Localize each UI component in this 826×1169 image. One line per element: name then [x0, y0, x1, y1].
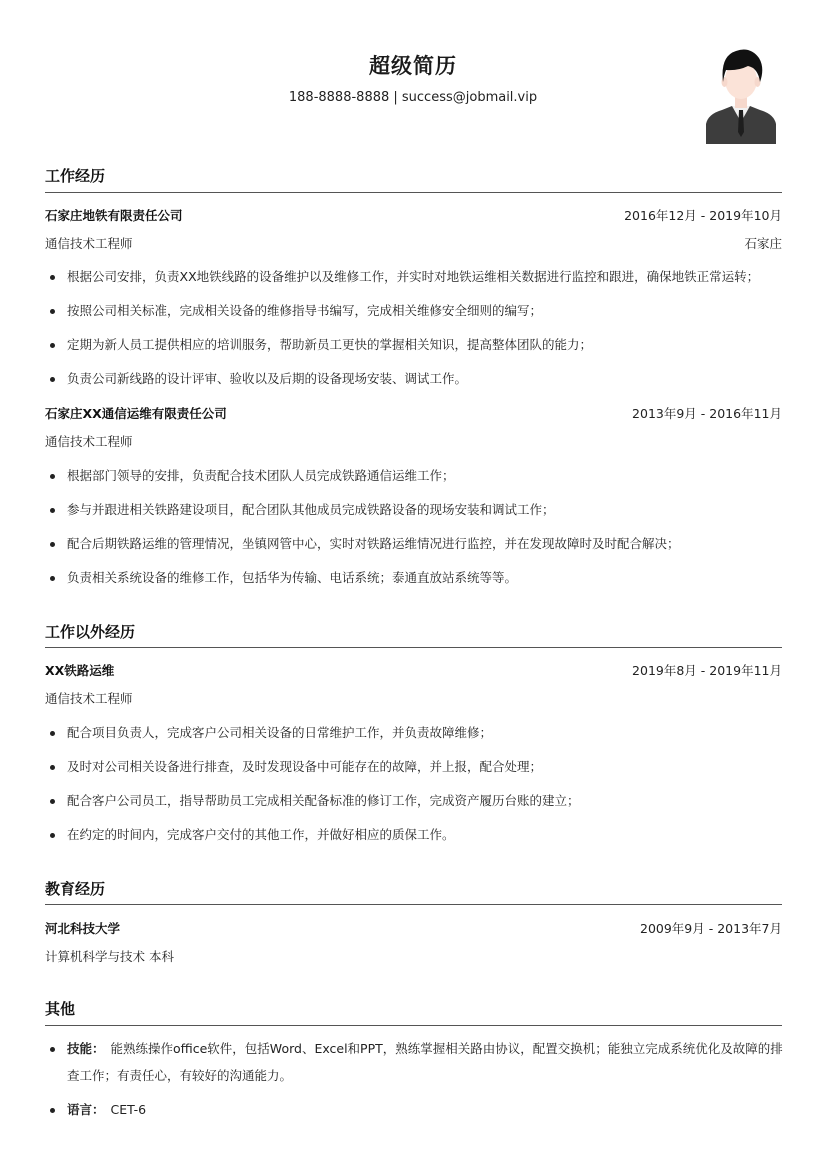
organization-name: XX铁路运维	[45, 663, 115, 678]
section-divider	[45, 647, 782, 648]
other-list	[45, 1035, 787, 1123]
education-entry-1-major-row	[45, 946, 782, 966]
extra-entry-1-bullets	[45, 723, 785, 859]
language-text: CET-6	[110, 1102, 147, 1117]
education-entry-1-header	[45, 918, 782, 938]
skills-item	[45, 1035, 787, 1089]
list-item: 负责相关系统设备的维修工作，包括华为传输、电话系统；泰通直放站系统等等。	[45, 568, 785, 602]
language-label: 语言：	[67, 1102, 105, 1117]
extra-entry-1-role-row	[45, 688, 782, 708]
school-name: 河北科技大学	[45, 921, 121, 936]
language-item	[45, 1096, 787, 1123]
resume-name: 超级简历	[369, 54, 457, 78]
date-range: 2013年9月 - 2016年11月	[632, 406, 782, 421]
date-range: 2009年9月 - 2013年7月	[640, 921, 782, 936]
list-item: 按照公司相关标准，完成相关设备的维修指导书编写，完成相关维修安全细则的编写；	[45, 301, 785, 335]
job-title: 通信技术工程师	[45, 434, 133, 449]
work-entry-1-role-row	[45, 233, 782, 253]
list-item: 在约定的时间内，完成客户交付的其他工作，并做好相应的质保工作。	[45, 825, 785, 859]
contact-info: 188-8888-8888 | success@jobmail.vip	[288, 90, 538, 105]
work-entry-1-header	[45, 205, 782, 225]
section-title-other: 其他	[45, 1000, 76, 1018]
work-entry-1-bullets	[45, 267, 785, 403]
list-item: 定期为新人员工提供相应的培训服务，帮助新员工更快的掌握相关知识，提高整体团队的能力；	[45, 335, 785, 369]
list-item: 根据部门领导的安排，负责配合技术团队人员完成铁路通信运维工作；	[45, 466, 785, 500]
section-title-extra: 工作以外经历	[45, 623, 136, 641]
extra-entry-1-header	[45, 660, 782, 680]
date-range: 2016年12月 - 2019年10月	[624, 208, 782, 223]
list-item: 配合客户公司员工，指导帮助员工完成相关配备标准的修订工作，完成资产履历台账的建立；	[45, 791, 785, 825]
section-title-work: 工作经历	[45, 167, 106, 185]
date-range: 2019年8月 - 2019年11月	[632, 663, 782, 678]
section-title-education: 教育经历	[45, 880, 106, 898]
list-item: 配合项目负责人，完成客户公司相关设备的日常维护工作，并负责故障维修；	[45, 723, 785, 757]
list-item: 根据公司安排，负责XX地铁线路的设备维护以及维修工作，并实时对地铁运维相关数据进行监控和跟进，确保地铁正常运转；	[45, 267, 785, 301]
list-item: 参与并跟进相关铁路建设项目，配合团队其他成员完成铁路设备的现场安装和调试工作；	[45, 500, 785, 534]
work-entry-2-bullets	[45, 466, 785, 602]
list-item: 及时对公司相关设备进行排查，及时发现设备中可能存在的故障，并上报，配合处理；	[45, 757, 785, 791]
list-item: 负责公司新线路的设计评审、验收以及后期的设备现场安装、调试工作。	[45, 369, 785, 403]
major-degree: 计算机科学与技术 本科	[45, 949, 174, 964]
skills-label: 技能：	[67, 1041, 105, 1056]
company-name: 石家庄XX通信运维有限责任公司	[45, 406, 227, 421]
person-avatar-icon	[704, 44, 778, 144]
section-divider	[45, 192, 782, 193]
job-title: 通信技术工程师	[45, 236, 133, 251]
job-title: 通信技术工程师	[45, 691, 133, 706]
skills-text: 能熟练操作office软件，包括Word、Excel和PPT，熟练掌握相关路由协议，配置交换机；能独立完成系统优化及故障的排查工作；有责任心，有较好的沟通能力。	[67, 1041, 783, 1083]
section-divider	[45, 1025, 782, 1026]
company-name: 石家庄地铁有限责任公司	[45, 208, 183, 223]
job-location: 石家庄	[744, 236, 782, 251]
list-item: 配合后期铁路运维的管理情况，坐镇网管中心，实时对铁路运维情况进行监控，并在发现故障时及时配合解决；	[45, 534, 785, 568]
work-entry-2-header	[45, 403, 782, 423]
work-entry-2-role-row	[45, 431, 782, 451]
section-divider	[45, 904, 782, 905]
